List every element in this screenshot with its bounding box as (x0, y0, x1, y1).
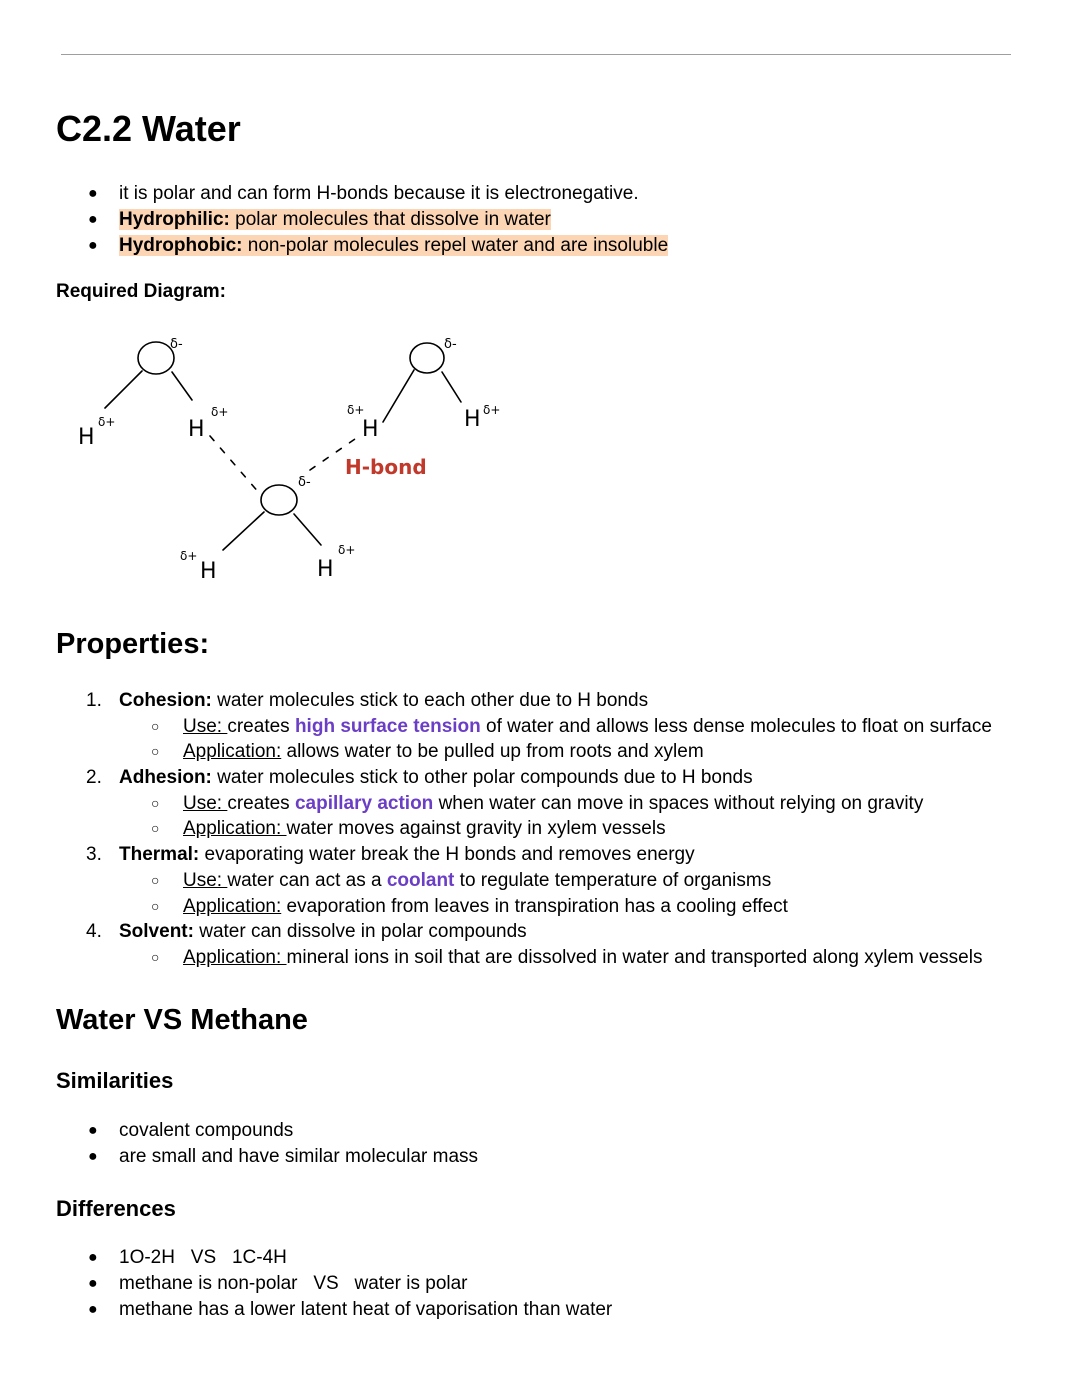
subitem-label: Use: (183, 792, 228, 814)
property-description: evaporating water break the H bonds and removes energy (199, 844, 695, 866)
similarity-text: are small and have similar molecular mass (119, 1146, 479, 1167)
circle-bullet-icon: ○ (151, 743, 160, 760)
covalent-bond (383, 370, 414, 422)
delta-plus-label: δ+ (347, 403, 365, 417)
property-subitem-text (183, 791, 923, 817)
hydrogen-bond-line (210, 436, 260, 494)
circle-bullet-icon: ○ (151, 871, 160, 888)
oxygen-atom (138, 342, 174, 374)
delta-plus-label: δ+ (338, 543, 356, 557)
definition-text: polar molecules that dissolve in water (229, 209, 551, 230)
difference-text: methane has a lower latent heat of vaporisation than water (119, 1299, 613, 1320)
property-subitem-text (183, 945, 982, 971)
covalent-bond (172, 372, 192, 400)
delta-plus-label: δ+ (483, 403, 501, 417)
bullet-dot-icon: ● (88, 1122, 98, 1139)
circle-bullet-icon: ○ (151, 820, 160, 837)
bullet-dot-icon: ● (88, 1275, 98, 1292)
subitem-text: allows water to be pulled up from roots and xylem (281, 741, 704, 763)
difference-item (56, 1245, 612, 1271)
similarities-list (56, 1118, 478, 1170)
hydrogen-label: H (200, 559, 217, 584)
intro-bullet-text: it is polar and can form H-bonds because it is electronegative. (119, 183, 639, 204)
subitem-text: water moves against gravity in xylem vessels (286, 818, 666, 840)
property-subitem (56, 868, 1056, 894)
delta-plus-label: δ+ (180, 549, 198, 563)
intro-bullet-list (56, 181, 668, 259)
difference-text: methane is non-polar VS water is polar (119, 1273, 468, 1294)
subitem-text: creates (227, 792, 295, 814)
subitem-label: Application: (183, 741, 282, 763)
comparison-heading: Water VS Methane (56, 1004, 308, 1036)
list-number: 4. (86, 921, 102, 943)
property-subitem (56, 714, 1056, 740)
hydrogen-label: H (362, 417, 379, 442)
key-term: coolant (386, 869, 455, 891)
list-number: 2. (86, 767, 102, 789)
property-text (119, 765, 753, 791)
property-name: Adhesion: (119, 767, 212, 789)
property-text (119, 919, 527, 945)
similarity-item (56, 1144, 478, 1170)
oxygen-atom (410, 343, 444, 373)
properties-list (56, 688, 1056, 971)
property-description: water can dissolve in polar compounds (193, 921, 527, 943)
similarity-item (56, 1118, 478, 1144)
property-item-thermal (56, 842, 1056, 868)
term-label: Hydrophobic: (119, 235, 243, 256)
subitem-text: of water and allows less dense molecules to float on surface (480, 715, 992, 737)
differences-list (56, 1245, 612, 1323)
bullet-dot-icon: ● (88, 185, 98, 202)
diagram-labels (78, 337, 500, 584)
subitem-text: to regulate temperature of organisms (454, 869, 772, 891)
intro-bullet-hydrophilic (56, 207, 668, 233)
circle-bullet-icon: ○ (151, 794, 160, 811)
page-title: C2.2 Water (56, 108, 241, 149)
bullet-dot-icon: ● (88, 1301, 98, 1318)
hydrogen-label: H (78, 425, 95, 450)
oxygen-atom (261, 485, 297, 515)
molecule-3 (223, 485, 321, 550)
covalent-bond (223, 512, 264, 550)
property-item-cohesion (56, 688, 1056, 714)
similarity-text: covalent compounds (119, 1120, 294, 1141)
hydrogen-label: H (464, 407, 481, 432)
required-diagram-heading: Required Diagram: (56, 281, 226, 302)
delta-minus-label: δ- (444, 337, 457, 352)
molecule-2 (383, 343, 461, 422)
differences-heading: Differences (56, 1196, 176, 1221)
intro-bullet-hydrophobic (56, 233, 668, 259)
property-subitem (56, 739, 1056, 765)
covalent-bond (105, 371, 142, 408)
difference-item (56, 1297, 612, 1323)
subitem-text: mineral ions in soil that are dissolved in water and transported along xylem vessels (286, 946, 983, 968)
covalent-bond (294, 514, 321, 545)
property-subitem (56, 894, 1056, 920)
property-item-solvent (56, 919, 1056, 945)
definition-text: non-polar molecules repel water and are insoluble (242, 235, 669, 256)
similarities-heading: Similarities (56, 1068, 174, 1093)
subitem-label: Use: (183, 869, 228, 891)
highlighted-definition (119, 209, 551, 230)
property-name: Cohesion: (119, 690, 212, 711)
hydrogen-label: H (317, 557, 334, 582)
circle-bullet-icon: ○ (151, 717, 160, 734)
intro-bullet (56, 181, 668, 207)
covalent-bond (442, 372, 461, 402)
property-name: Thermal: (119, 844, 200, 866)
subitem-text: evaporation from leaves in transpiration has a cooling effect (281, 895, 788, 917)
property-subitem-text (183, 714, 992, 740)
circle-bullet-icon: ○ (151, 897, 160, 914)
property-text (119, 688, 648, 714)
property-subitem (56, 791, 1056, 817)
property-name: Solvent: (119, 921, 194, 943)
subitem-label: Application: (183, 818, 287, 840)
subitem-label: Application: (183, 895, 282, 917)
delta-minus-label: δ- (298, 475, 311, 490)
top-divider (61, 54, 1011, 55)
subitem-text: creates (227, 715, 295, 737)
bullet-dot-icon: ● (88, 237, 98, 254)
hydrogen-label: H (188, 417, 205, 442)
delta-plus-label: δ+ (98, 415, 116, 429)
subitem-label: Use: (183, 715, 228, 737)
subitem-label: Application: (183, 946, 287, 968)
property-subitem-text (183, 868, 771, 894)
circle-bullet-icon: ○ (151, 948, 160, 965)
key-term: high surface tension (294, 715, 481, 737)
property-item-adhesion (56, 765, 1056, 791)
list-number: 3. (86, 844, 102, 866)
property-description: water molecules stick to each other due to H bonds (211, 690, 649, 711)
list-number: 1. (86, 690, 102, 711)
bullet-dot-icon: ● (88, 211, 98, 228)
property-subitem-text (183, 894, 788, 920)
water-hydrogen-bond-diagram (60, 318, 560, 603)
term-label: Hydrophilic: (119, 209, 230, 230)
difference-text: 1O-2H VS 1C-4H (119, 1247, 287, 1268)
h-bond-label: H-bond (345, 455, 427, 479)
subitem-text: water can act as a (227, 869, 387, 891)
key-term: capillary action (294, 792, 434, 814)
property-description: water molecules stick to other polar compounds due to H bonds (211, 767, 753, 789)
property-subitem (56, 816, 1056, 842)
bullet-dot-icon: ● (88, 1249, 98, 1266)
delta-plus-label: δ+ (211, 405, 229, 419)
highlighted-definition (119, 235, 668, 256)
property-subitem-text (183, 739, 704, 765)
difference-item (56, 1271, 612, 1297)
property-text (119, 842, 695, 868)
delta-minus-label: δ- (170, 337, 183, 352)
bullet-dot-icon: ● (88, 1148, 98, 1165)
property-subitem-text (183, 816, 666, 842)
subitem-text: when water can move in spaces without relying on gravity (433, 792, 924, 814)
property-subitem (56, 945, 1056, 971)
properties-heading: Properties: (56, 628, 210, 660)
